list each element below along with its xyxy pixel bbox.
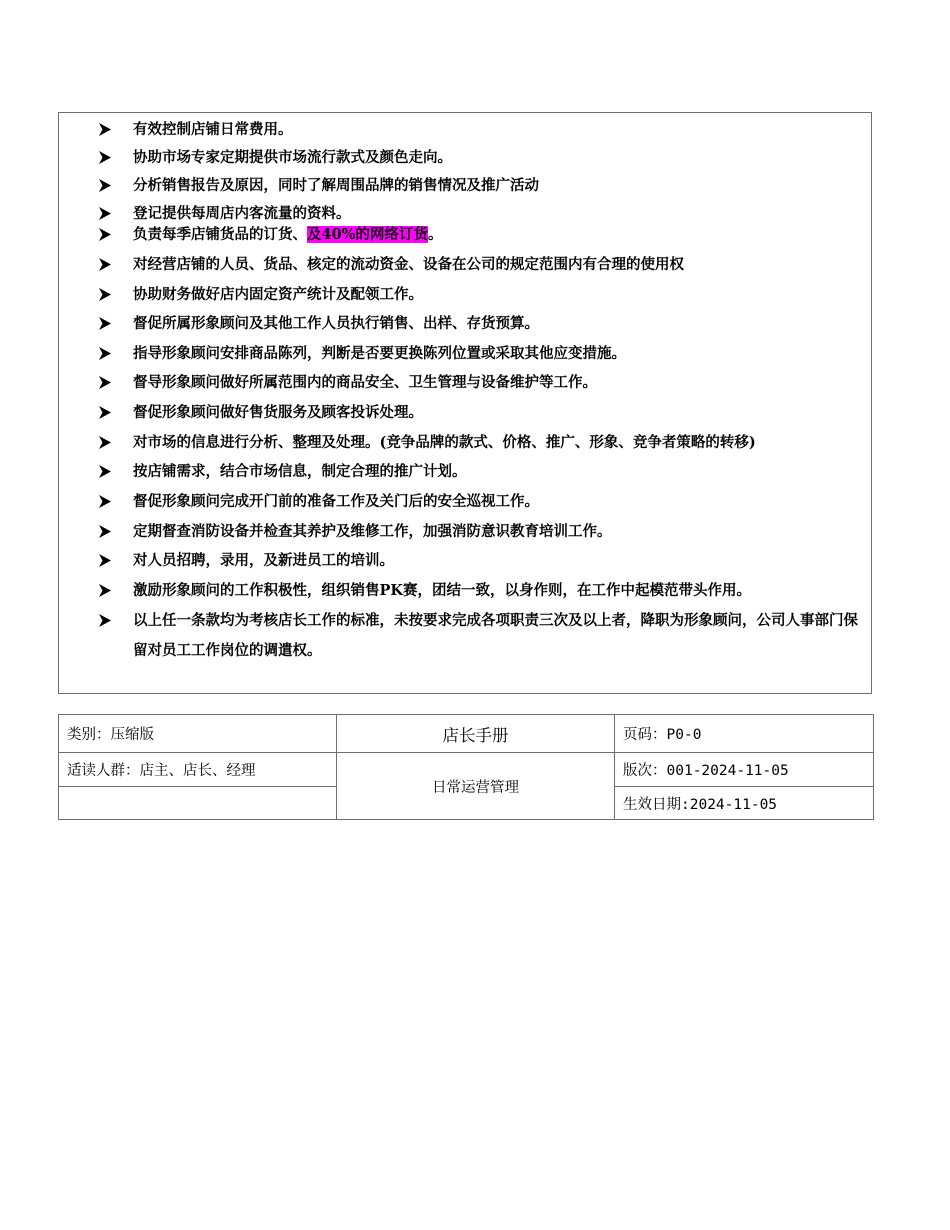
duty-text: 定期督查消防设备并检查其养护及维修工作，加强消防意识教育培训工作。 (133, 523, 612, 540)
arrowhead-bullet-icon (99, 517, 113, 547)
duty-text: 指导形象顾问安排商品陈列，判断是否要更换陈列位置或采取其他应变措施。 (133, 345, 626, 362)
arrowhead-bullet-icon (99, 546, 113, 576)
audience-cell: 适读人群：店主、店长、经理 (59, 753, 337, 787)
section-cell: 日常运营管理 (337, 753, 615, 820)
duties-box (58, 112, 872, 694)
arrowhead-bullet-icon (99, 606, 113, 636)
duty-text: 以上任一条款均为考核店长工作的标准，未按要求完成各项职责三次及以上者，降职为形象顾问，公司人事部门保留对员工工作岗位的调遣权。 (133, 612, 858, 659)
arrowhead-bullet-icon (99, 309, 113, 339)
empty-cell (59, 787, 337, 820)
category-cell: 类别：压缩版 (59, 715, 337, 753)
effective-date-cell: 生效日期:2024-11-05 (615, 787, 874, 820)
duty-text: 协助财务做好店内固定资产统计及配领工作。 (133, 286, 423, 303)
footer-row (59, 753, 874, 787)
arrowhead-bullet-icon (99, 368, 113, 398)
duty-text: 有效控制店铺日常费用。 (133, 121, 293, 138)
duty-text: 督促形象顾问完成开门前的准备工作及关门后的安全巡视工作。 (133, 493, 539, 510)
arrowhead-bullet-icon (99, 115, 113, 145)
highlighted-text: 及40%的网络订货 (307, 226, 428, 243)
arrowhead-bullet-icon (99, 280, 113, 310)
document-footer-table (58, 714, 874, 820)
arrowhead-bullet-icon (99, 339, 113, 369)
arrowhead-bullet-icon (99, 220, 113, 250)
duty-text: 对经营店铺的人员、货品、核定的流动资金、设备在公司的规定范围内有合理的使用权 (133, 256, 684, 273)
arrowhead-bullet-icon (99, 171, 113, 201)
duty-text (133, 220, 865, 250)
arrowhead-bullet-icon (99, 250, 113, 280)
duty-text: 激励形象顾问的工作积极性，组织销售PK赛，团结一致，以身作则，在工作中起模范带头作用。 (133, 582, 752, 599)
duty-text: 登记提供每周店内客流量的资料。 (133, 205, 351, 222)
duty-text: 对市场的信息进行分析、整理及处理。(竞争品牌的款式、价格、推广、形象、竞争者策略的转移) (133, 434, 756, 451)
page-code-cell: 页码：P0-0 (615, 715, 874, 753)
arrowhead-bullet-icon (99, 428, 113, 458)
arrowhead-bullet-icon (99, 576, 113, 606)
duty-text: 分析销售报告及原因，同时了解周围品牌的销售情况及推广活动 (133, 177, 539, 194)
duty-text-after: 。 (427, 226, 443, 243)
duty-text: 督导形象顾问做好所属范围内的商品安全、卫生管理与设备维护等工作。 (133, 374, 597, 391)
duty-text: 督促所属形象顾问及其他工作人员执行销售、出样、存货预算。 (133, 315, 539, 332)
duty-text: 协助市场专家定期提供市场流行款式及颜色走向。 (133, 149, 452, 166)
duty-text-before: 负责每季店铺货品的订货、 (133, 226, 307, 243)
arrowhead-bullet-icon (99, 143, 113, 173)
version-cell: 版次：001-2024-11-05 (615, 753, 874, 787)
duty-text: 对人员招聘，录用，及新进员工的培训。 (133, 552, 394, 569)
duty-text: 督促形象顾问做好售货服务及顾客投诉处理。 (133, 404, 423, 421)
duty-text: 按店铺需求，结合市场信息，制定合理的推广计划。 (133, 463, 467, 480)
arrowhead-bullet-icon (99, 487, 113, 517)
manual-title: 店长手册 (337, 715, 615, 753)
arrowhead-bullet-icon (99, 398, 113, 428)
footer-row (59, 715, 874, 753)
arrowhead-bullet-icon (99, 457, 113, 487)
